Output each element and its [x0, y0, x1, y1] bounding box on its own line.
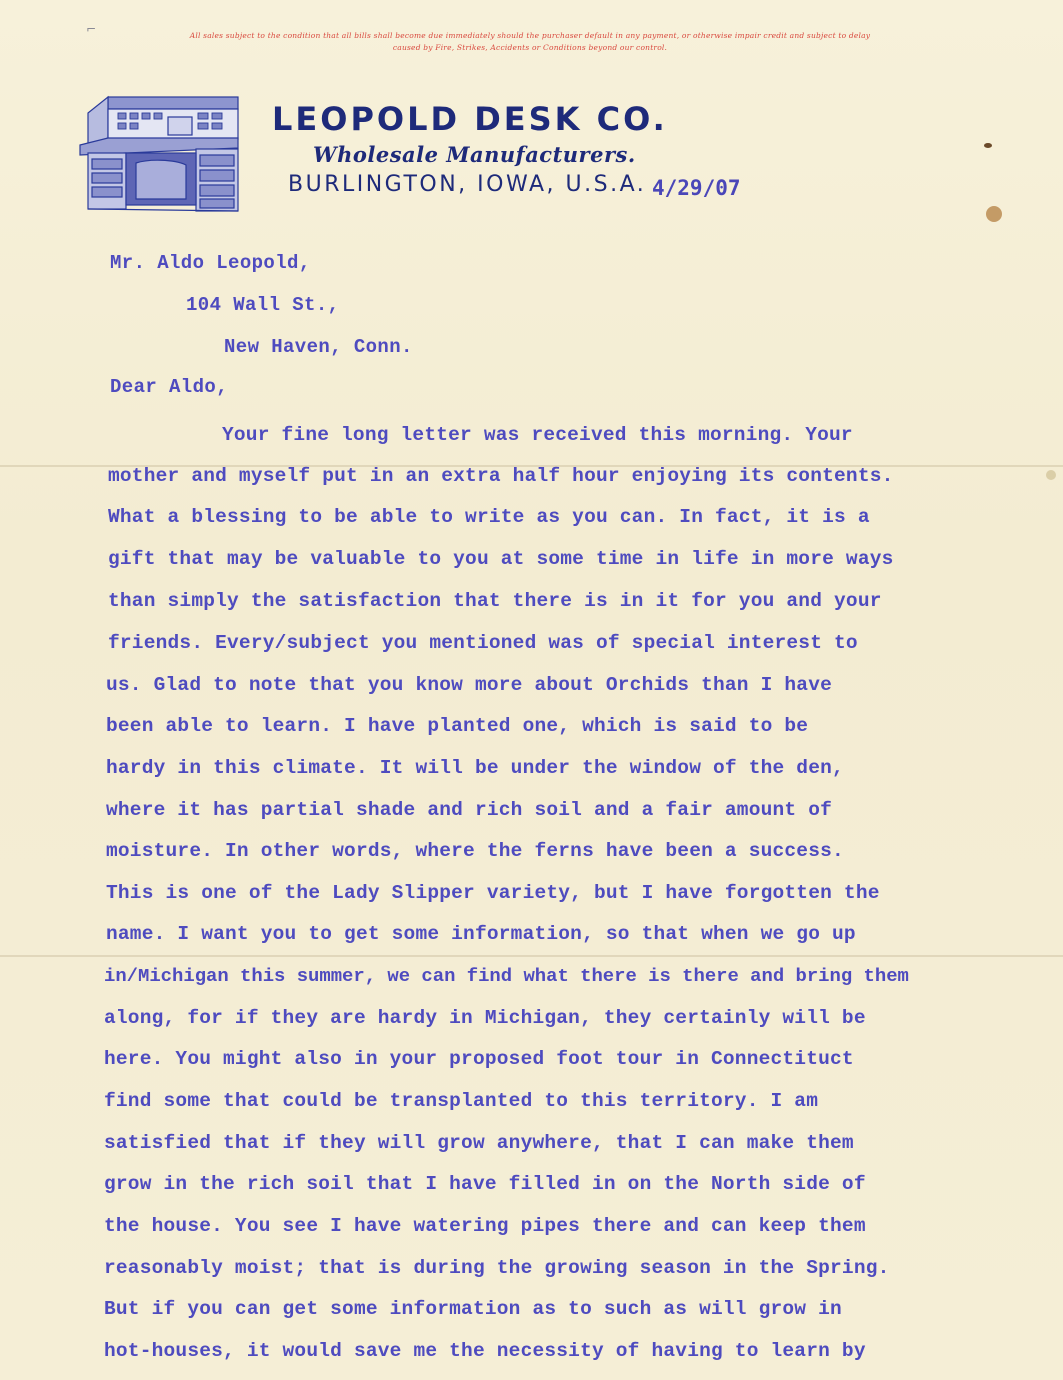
body-line: than simply the satisfaction that there is in it for you and your — [108, 590, 882, 612]
body-line: hot-houses, it would save me the necessity of having to learn by — [104, 1340, 866, 1362]
body-line: name. I want you to get some information, so that when we go up — [106, 923, 856, 945]
body-line: reasonably moist; that is during the growing season in the Spring. — [104, 1257, 890, 1279]
letter-date: 4/29/07 — [652, 176, 741, 200]
body-line: friends. Every/subject you mentioned was of special interest to — [108, 632, 858, 654]
stain — [984, 143, 992, 148]
body-line: where it has partial shade and rich soil and a fair amount of — [106, 799, 833, 821]
stain — [986, 206, 1002, 222]
body-line: find some that could be transplanted to this territory. I am — [104, 1090, 819, 1112]
body-line: the house. You see I have watering pipes there and can keep them — [104, 1215, 866, 1237]
roll-top-desk-icon — [78, 93, 248, 218]
recipient-city: New Haven, Conn. — [224, 336, 413, 358]
body-line: hardy in this climate. It will be under the window of the den, — [106, 757, 844, 779]
body-line: satisfied that if they will grow anywhere, that I can make them — [104, 1132, 854, 1154]
body-line: been able to learn. I have planted one, which is said to be — [106, 715, 809, 737]
body-line: us. Glad to note that you know more about Orchids than I have — [106, 674, 833, 696]
paper-fold — [0, 955, 1063, 957]
company-name: LEOPOLD DESK CO. — [272, 100, 668, 138]
company-subtitle: Wholesale Manufacturers. — [313, 142, 636, 167]
body-line: This is one of the Lady Slipper variety, but I have forgotten the — [106, 882, 880, 904]
body-line: here. You might also in your proposed foot tour in Connectituct — [104, 1048, 854, 1070]
salutation: Dear Aldo, — [110, 376, 229, 398]
body-line: What a blessing to be able to write as you can. In fact, it is a — [108, 506, 870, 528]
stain — [1046, 470, 1056, 480]
body-line: gift that may be valuable to you at some time in life in more ways — [108, 548, 894, 570]
recipient-street: 104 Wall St., — [186, 294, 340, 316]
body-line: Your fine long letter was received this morning. Your — [222, 424, 853, 446]
recipient-name: Mr. Aldo Leopold, — [110, 252, 311, 274]
body-line: grow in the rich soil that I have filled in on the North side of — [104, 1173, 866, 1195]
sales-disclaimer-line-2: caused by Fire, Strikes, Accidents or Conditions beyond our control. — [392, 43, 668, 52]
body-line: in/Michigan this summer, we can find what there is there and bring them — [104, 965, 909, 987]
body-line: moisture. In other words, where the ferns have been a success. — [106, 840, 844, 862]
sales-disclaimer-line-1: All sales subject to the condition that all bills shall become due immediately should the purchaser default in any payment, or otherwise impair credit and subject to delay — [189, 31, 871, 40]
body-line: along, for if they are hardy in Michigan, they certainly will be — [104, 1007, 866, 1029]
body-line: mother and myself put in an extra half hour enjoying its contents. — [108, 465, 894, 487]
company-city: BURLINGTON, IOWA, U.S.A. — [288, 172, 647, 197]
body-line: But if you can get some information as to such as will grow in — [104, 1298, 842, 1320]
pencil-mark: ⌐ — [86, 22, 97, 36]
